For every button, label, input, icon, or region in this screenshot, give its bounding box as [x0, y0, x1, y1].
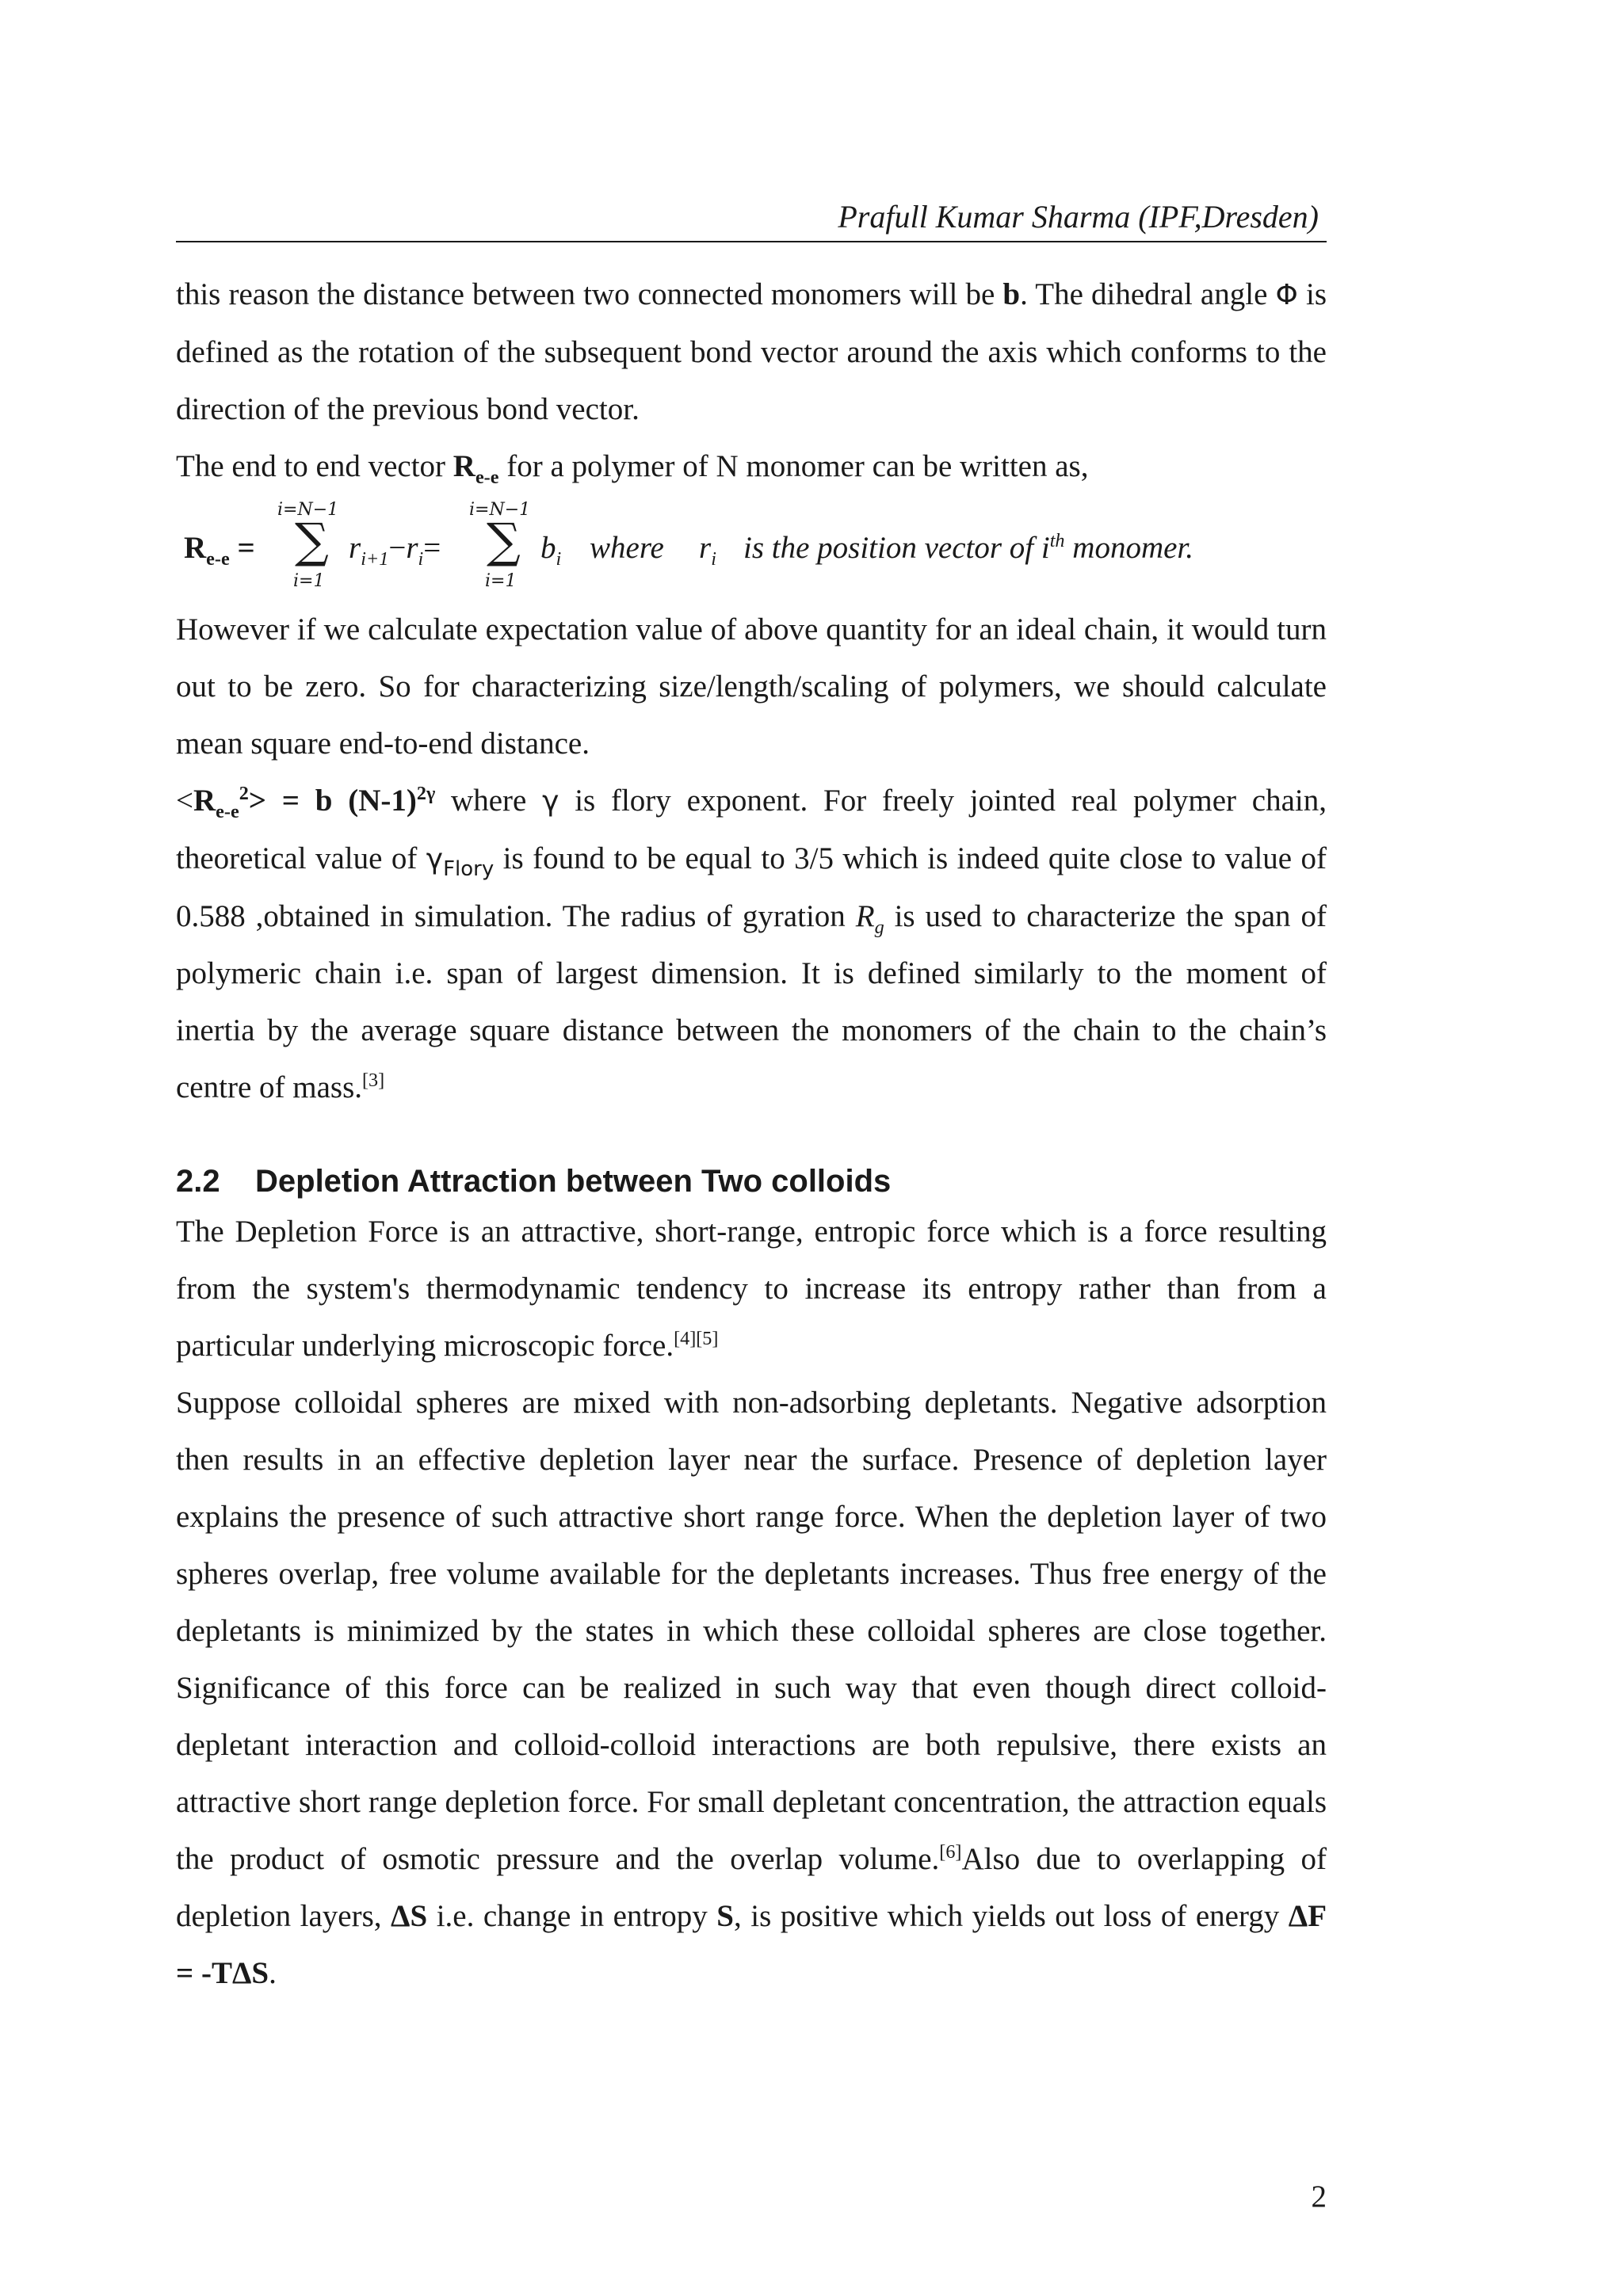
text: this reason the distance between two connected monomers will be: [176, 277, 1003, 311]
phi-symbol: Φ: [1275, 279, 1298, 311]
section-number: 2.2: [176, 1164, 220, 1199]
page-number: 2: [1311, 2180, 1327, 2214]
eq-description: is the position vector of $i^{th}$ monomer.: [743, 530, 1194, 565]
body-text: [176, 266, 1327, 2002]
section-heading: [176, 1159, 1327, 1203]
citation: [4][5]: [674, 1328, 719, 1349]
paragraph-end-to-end: [176, 438, 1327, 495]
sum2-sigma: ∑: [487, 513, 521, 569]
sum2-upper-limit: i=N−1: [469, 500, 531, 520]
eq-lhs: $R_{e-e}$ =: [184, 531, 255, 570]
rg-symbol: R: [855, 899, 875, 933]
paragraph-depletants: Suppose colloidal spheres are mixed with non-adsorbing depletants. Negative adsorption then results in an effective depletion layer near the surface. Presence of depletion layer explains the presence of such attractive short range force. When the depletion layer of two spheres overlap, free volume available for the depletants increases. Thus free energy of the depletants is minimized by the states in which these colloidal spheres are close together. Significance of this force can be realized in such way that even though direct colloid-depletant interaction and colloid-colloid interactions are both repulsive, there exists an attractive short range depletion force. For small depletant concentration, the attraction equals the product of osmotic pressure and the overlap volume.[6]Also due to overlapping of depletion layers, ΔS i.e. change in entropy S, is positive which yields out loss of energy ΔF = -TΔS.: [176, 1386, 1327, 1990]
bond-length-symbol: b: [1002, 277, 1021, 311]
equation-end-to-end: [176, 500, 1327, 593]
paragraph-depletion-force: The Depletion Force is an attractive, short-range, entropic force which is a force resulting from the system's thermodynamic tendency to increase its entropy rather than from a particular underlying microscopic force.[4][5]: [176, 1215, 1327, 1363]
section-title: Depletion Attraction between Two colloids: [255, 1164, 892, 1199]
text: . The dihedral angle: [1020, 277, 1276, 311]
eq-bi: $b_i$: [540, 531, 562, 570]
paragraph-expectation: However if we calculate expectation value of above quantity for an ideal chain, it would turn out to be zero. So for characterizing size/length/scaling of polymers, we should calculate mean square end-to-end distance.: [176, 612, 1327, 761]
sum1-sigma: ∑: [295, 513, 329, 569]
sum1-upper-limit: i=N−1: [277, 500, 339, 520]
citation: [3]: [362, 1070, 385, 1091]
eq-ri: $r_i$: [699, 531, 716, 570]
text: for a polymer of N monomer can be written as,: [498, 449, 1089, 483]
sum1-lower-limit: i=1: [293, 571, 325, 591]
ree-symbol: R: [453, 449, 475, 483]
running-header: [176, 196, 1327, 242]
citation: [6]: [939, 1841, 962, 1863]
paragraph-bond-vector: [176, 266, 1327, 438]
paragraph-flory: $<R_{e-e}^2> = b$ $(N-1)^{2\gamma}$ where γ is flory exponent. For freely jointed real polymer chain, theoretical value of $\gamma_{Flory}$ is found to be equal to 3/5 which is indeed quite close to value of 0.588 ,obtained in simulation. The radius of gyration $R_g$ is used to characterize the span of polymeric chain i.e. span of largest dimension. It is defined similarly to the moment of inertia by the average square distance between the monomers of the chain to the chain’s centre of mass.[3]: [176, 783, 1327, 1104]
text: is defined as the rotation of the subsequent bond vector around the axis which conforms to the direction of the previous bond vector.: [176, 277, 1327, 426]
gamma-symbol: γ: [542, 785, 559, 818]
ree-subscript: e-e: [475, 466, 499, 488]
header-author: Prafull Kumar Sharma (IPF,Dresden): [838, 199, 1319, 235]
text: The end to end vector: [176, 449, 453, 483]
gamma-flory-symbol: γ: [426, 843, 444, 875]
eq-where: where: [590, 531, 664, 565]
sum2-lower-limit: i=1: [485, 571, 517, 591]
eq-terms: $r_{i+1}-r_i=$: [349, 531, 441, 570]
